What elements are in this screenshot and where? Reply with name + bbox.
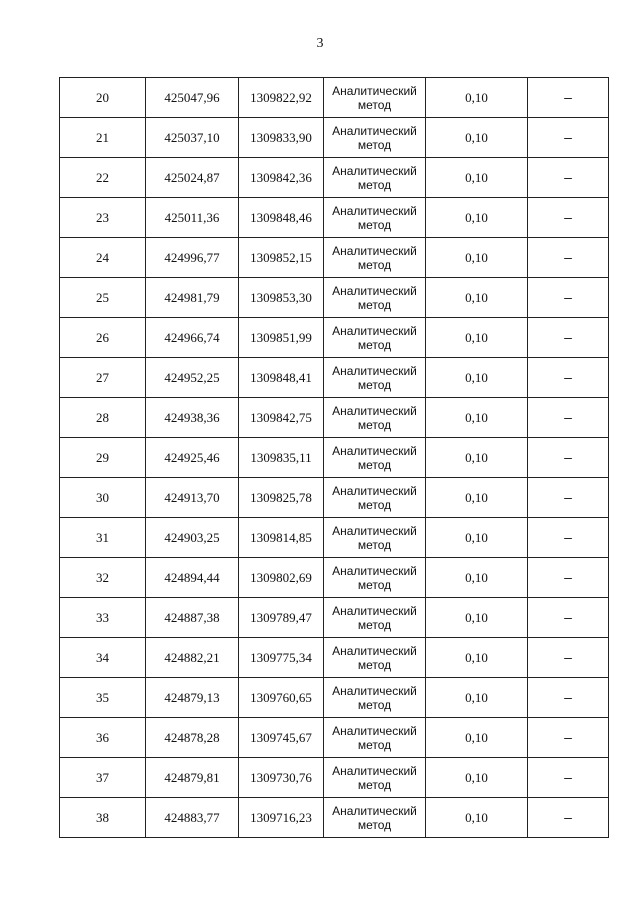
method-line-2: метод	[357, 97, 392, 112]
note-cell: –	[528, 798, 609, 838]
note-cell: –	[528, 78, 609, 118]
method-line-2: метод	[357, 257, 392, 272]
accuracy-cell: 0,10	[426, 718, 528, 758]
table-row	[60, 358, 609, 398]
method-line-2: метод	[357, 537, 392, 552]
accuracy-cell: 0,10	[426, 598, 528, 638]
accuracy-cell: 0,10	[426, 78, 528, 118]
note-cell: –	[528, 478, 609, 518]
method-cell	[324, 518, 426, 558]
method-cell	[324, 478, 426, 518]
note-cell: –	[528, 278, 609, 318]
table-row	[60, 438, 609, 478]
x-coordinate-cell: 425037,10	[146, 118, 239, 158]
x-coordinate-cell: 425024,87	[146, 158, 239, 198]
method-line-2: метод	[357, 497, 392, 512]
method-cell	[324, 358, 426, 398]
method-line-1: Аналитический	[332, 603, 417, 618]
method-line-2: метод	[357, 457, 392, 472]
y-coordinate-cell: 1309853,30	[239, 278, 324, 318]
method-line-2: метод	[357, 817, 392, 832]
method-cell	[324, 318, 426, 358]
method-cell	[324, 118, 426, 158]
accuracy-cell: 0,10	[426, 278, 528, 318]
note-cell: –	[528, 438, 609, 478]
method-line-1: Аналитический	[332, 643, 417, 658]
x-coordinate-cell: 424913,70	[146, 478, 239, 518]
y-coordinate-cell: 1309833,90	[239, 118, 324, 158]
note-cell: –	[528, 758, 609, 798]
point-number-cell: 20	[60, 78, 146, 118]
method-cell	[324, 678, 426, 718]
method-cell	[324, 558, 426, 598]
y-coordinate-cell: 1309848,41	[239, 358, 324, 398]
method-line-1: Аналитический	[332, 683, 417, 698]
point-number-cell: 30	[60, 478, 146, 518]
method-line-1: Аналитический	[332, 123, 417, 138]
method-line-1: Аналитический	[332, 163, 417, 178]
point-number-cell: 31	[60, 518, 146, 558]
method-cell	[324, 78, 426, 118]
table-row	[60, 118, 609, 158]
x-coordinate-cell: 424894,44	[146, 558, 239, 598]
x-coordinate-cell: 424966,74	[146, 318, 239, 358]
x-coordinate-cell: 424996,77	[146, 238, 239, 278]
method-cell	[324, 278, 426, 318]
x-coordinate-cell: 424879,81	[146, 758, 239, 798]
point-number-cell: 25	[60, 278, 146, 318]
method-line-2: метод	[357, 617, 392, 632]
table-row	[60, 558, 609, 598]
method-line-1: Аналитический	[332, 403, 417, 418]
note-cell: –	[528, 718, 609, 758]
coordinates-table	[59, 77, 609, 838]
method-cell	[324, 718, 426, 758]
table-row	[60, 518, 609, 558]
point-number-cell: 27	[60, 358, 146, 398]
y-coordinate-cell: 1309802,69	[239, 558, 324, 598]
y-coordinate-cell: 1309842,75	[239, 398, 324, 438]
accuracy-cell: 0,10	[426, 358, 528, 398]
point-number-cell: 34	[60, 638, 146, 678]
x-coordinate-cell: 424938,36	[146, 398, 239, 438]
note-cell: –	[528, 558, 609, 598]
table-row	[60, 278, 609, 318]
method-line-2: метод	[357, 417, 392, 432]
method-line-2: метод	[357, 377, 392, 392]
method-line-1: Аналитический	[332, 483, 417, 498]
x-coordinate-cell: 424981,79	[146, 278, 239, 318]
point-number-cell: 36	[60, 718, 146, 758]
y-coordinate-cell: 1309775,34	[239, 638, 324, 678]
y-coordinate-cell: 1309789,47	[239, 598, 324, 638]
method-line-1: Аналитический	[332, 563, 417, 578]
x-coordinate-cell: 424903,25	[146, 518, 239, 558]
table-row	[60, 318, 609, 358]
coordinates-table-body	[60, 78, 609, 838]
y-coordinate-cell: 1309814,85	[239, 518, 324, 558]
point-number-cell: 26	[60, 318, 146, 358]
y-coordinate-cell: 1309822,92	[239, 78, 324, 118]
y-coordinate-cell: 1309745,67	[239, 718, 324, 758]
accuracy-cell: 0,10	[426, 438, 528, 478]
note-cell: –	[528, 118, 609, 158]
method-cell	[324, 598, 426, 638]
method-cell	[324, 798, 426, 838]
y-coordinate-cell: 1309851,99	[239, 318, 324, 358]
method-cell	[324, 758, 426, 798]
accuracy-cell: 0,10	[426, 158, 528, 198]
accuracy-cell: 0,10	[426, 318, 528, 358]
method-line-1: Аналитический	[332, 83, 417, 98]
note-cell: –	[528, 198, 609, 238]
method-line-2: метод	[357, 777, 392, 792]
table-row	[60, 758, 609, 798]
table-row	[60, 158, 609, 198]
page-number: 3	[316, 36, 324, 51]
accuracy-cell: 0,10	[426, 478, 528, 518]
method-line-2: метод	[357, 217, 392, 232]
accuracy-cell: 0,10	[426, 118, 528, 158]
y-coordinate-cell: 1309716,23	[239, 798, 324, 838]
accuracy-cell: 0,10	[426, 198, 528, 238]
method-line-2: метод	[357, 697, 392, 712]
method-line-1: Аналитический	[332, 283, 417, 298]
table-row	[60, 478, 609, 518]
method-cell	[324, 438, 426, 478]
point-number-cell: 24	[60, 238, 146, 278]
note-cell: –	[528, 678, 609, 718]
accuracy-cell: 0,10	[426, 678, 528, 718]
method-line-1: Аналитический	[332, 203, 417, 218]
point-number-cell: 21	[60, 118, 146, 158]
accuracy-cell: 0,10	[426, 398, 528, 438]
method-line-1: Аналитический	[332, 363, 417, 378]
note-cell: –	[528, 518, 609, 558]
point-number-cell: 23	[60, 198, 146, 238]
table-row	[60, 638, 609, 678]
table-row	[60, 598, 609, 638]
table-row	[60, 198, 609, 238]
x-coordinate-cell: 425047,96	[146, 78, 239, 118]
point-number-cell: 35	[60, 678, 146, 718]
point-number-cell: 32	[60, 558, 146, 598]
x-coordinate-cell: 424925,46	[146, 438, 239, 478]
note-cell: –	[528, 158, 609, 198]
method-line-2: метод	[357, 297, 392, 312]
method-cell	[324, 158, 426, 198]
note-cell: –	[528, 238, 609, 278]
x-coordinate-cell: 424887,38	[146, 598, 239, 638]
point-number-cell: 22	[60, 158, 146, 198]
method-cell	[324, 198, 426, 238]
accuracy-cell: 0,10	[426, 518, 528, 558]
method-cell	[324, 238, 426, 278]
y-coordinate-cell: 1309848,46	[239, 198, 324, 238]
y-coordinate-cell: 1309835,11	[239, 438, 324, 478]
x-coordinate-cell: 424879,13	[146, 678, 239, 718]
method-line-1: Аналитический	[332, 323, 417, 338]
note-cell: –	[528, 638, 609, 678]
table-row	[60, 398, 609, 438]
note-cell: –	[528, 598, 609, 638]
method-cell	[324, 398, 426, 438]
note-cell: –	[528, 358, 609, 398]
table-row	[60, 718, 609, 758]
method-line-1: Аналитический	[332, 763, 417, 778]
y-coordinate-cell: 1309760,65	[239, 678, 324, 718]
method-line-1: Аналитический	[332, 443, 417, 458]
method-cell	[324, 638, 426, 678]
table-row	[60, 798, 609, 838]
note-cell: –	[528, 318, 609, 358]
x-coordinate-cell: 424883,77	[146, 798, 239, 838]
method-line-2: метод	[357, 737, 392, 752]
method-line-2: метод	[357, 177, 392, 192]
y-coordinate-cell: 1309852,15	[239, 238, 324, 278]
y-coordinate-cell: 1309842,36	[239, 158, 324, 198]
method-line-2: метод	[357, 577, 392, 592]
accuracy-cell: 0,10	[426, 638, 528, 678]
accuracy-cell: 0,10	[426, 558, 528, 598]
y-coordinate-cell: 1309825,78	[239, 478, 324, 518]
method-line-2: метод	[357, 657, 392, 672]
method-line-2: метод	[357, 337, 392, 352]
x-coordinate-cell: 424952,25	[146, 358, 239, 398]
table-row	[60, 238, 609, 278]
point-number-cell: 33	[60, 598, 146, 638]
y-coordinate-cell: 1309730,76	[239, 758, 324, 798]
method-line-1: Аналитический	[332, 523, 417, 538]
point-number-cell: 38	[60, 798, 146, 838]
x-coordinate-cell: 424878,28	[146, 718, 239, 758]
accuracy-cell: 0,10	[426, 798, 528, 838]
point-number-cell: 28	[60, 398, 146, 438]
table-row	[60, 78, 609, 118]
method-line-1: Аналитический	[332, 723, 417, 738]
method-line-1: Аналитический	[332, 803, 417, 818]
accuracy-cell: 0,10	[426, 238, 528, 278]
table-row	[60, 678, 609, 718]
method-line-1: Аналитический	[332, 243, 417, 258]
method-line-2: метод	[357, 137, 392, 152]
note-cell: –	[528, 398, 609, 438]
x-coordinate-cell: 425011,36	[146, 198, 239, 238]
point-number-cell: 29	[60, 438, 146, 478]
x-coordinate-cell: 424882,21	[146, 638, 239, 678]
accuracy-cell: 0,10	[426, 758, 528, 798]
point-number-cell: 37	[60, 758, 146, 798]
